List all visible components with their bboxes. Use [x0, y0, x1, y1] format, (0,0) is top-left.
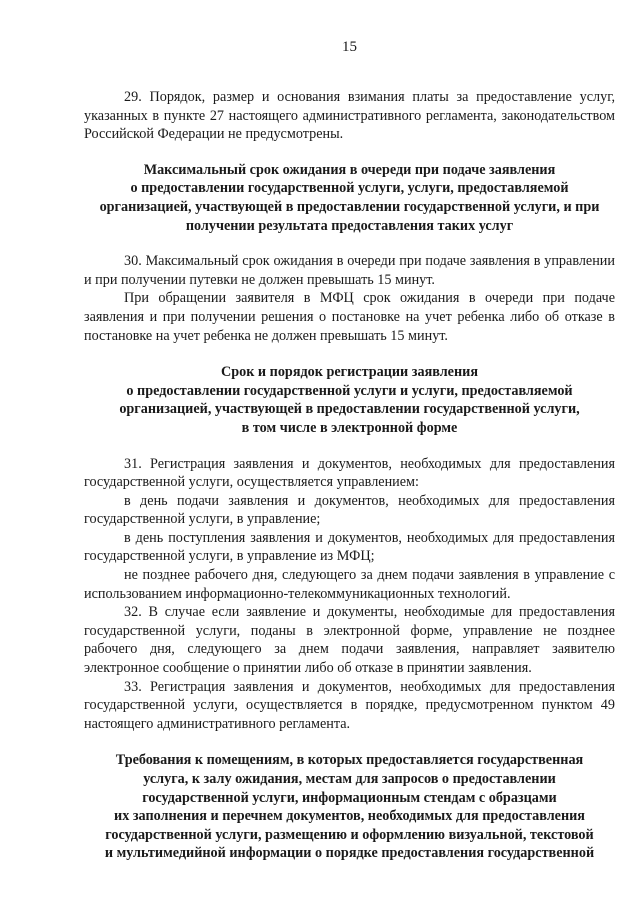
heading-line: о предоставлении государственной услуги и услуги, предоставляемой [126, 382, 573, 399]
heading-line: о предоставлении государственной услуги, услуги, предоставляемой [130, 180, 569, 197]
paragraph-31-item-a: в день подачи заявления и документов, необходимых для предоставления государственной услуги, в управление; [84, 492, 615, 528]
paragraph-30-mfc: При обращении заявителя в МФЦ срок ожидания в очереди при подаче заявления и при получении решения о постановке на учет ребенка либо об отказе в постановке на учет ребенка не должен превышать 15 минут. [84, 290, 615, 344]
paragraph-32: 32. В случае если заявление и документы, необходимые для предоставления государственной услуги, поданы в электронной форме, управление не позднее рабочего дня, следующего за днем подачи заявления, направляет заявителю электронное сообщение о принятии либо об отказе в принятии заявления. [84, 604, 615, 677]
paragraph-31-item-b: в день поступления заявления и документов, необходимых для предоставления государственной услуги, в управление из МФЦ; [84, 529, 615, 565]
page-number: 15 [342, 39, 357, 55]
heading-line: и мультимедийной информации о порядке предоставления государственной [104, 845, 595, 862]
heading-line: организацией, участвующей в предоставлении государственной услуги, и при [99, 198, 600, 215]
paragraph-30: 30. Максимальный срок ожидания в очереди при подаче заявления в управлении и при получении путевки не должен превышать 15 минут. [84, 253, 615, 288]
heading-line: государственной услуги, размещению и оформлению визуальной, текстовой [105, 826, 594, 843]
heading-max-wait-time [84, 161, 615, 235]
heading-premises-requirements [84, 751, 615, 863]
heading-line: Срок и порядок регистрации заявления [220, 364, 479, 381]
heading-line: их заполнения и перечнем документов, необходимых для предоставления [114, 808, 585, 825]
heading-line: получении результата предоставления таких услуг [185, 217, 514, 234]
paragraph-31-item-c: не позднее рабочего дня, следующего за днем подачи заявления в управление с использованием информационно-телекоммуникационных технологий. [84, 567, 615, 602]
heading-line: Требования к помещениям, в которых предоставляется государственная [115, 752, 584, 769]
heading-registration [84, 363, 615, 437]
document-page [84, 38, 615, 863]
heading-line: организацией, участвующей в предоставлении государственной услуги, [119, 401, 580, 418]
heading-line: услуга, к залу ожидания, местам для запросов о предоставлении [143, 771, 556, 787]
heading-line: Максимальный срок ожидания в очереди при подаче заявления [143, 161, 556, 178]
heading-line: государственной услуги, информационным стендам с образцами [142, 789, 557, 806]
paragraph-33: 33. Регистрация заявления и документов, необходимых для предоставления государственной услуги, осуществляется в порядке, предусмотренном пунктом 49 настоящего административного регламента. [84, 678, 615, 732]
paragraph-31: 31. Регистрация заявления и документов, необходимых для предоставления государственной услуги, осуществляется управлением: [84, 455, 615, 491]
paragraph-29: 29. Порядок, размер и основания взимания платы за предоставление услуг, указанных в пункте 27 настоящего административного регламента, законодательством Российской Федерации не предусмотрены. [84, 89, 615, 143]
heading-line: в том числе в электронной форме [241, 419, 458, 436]
